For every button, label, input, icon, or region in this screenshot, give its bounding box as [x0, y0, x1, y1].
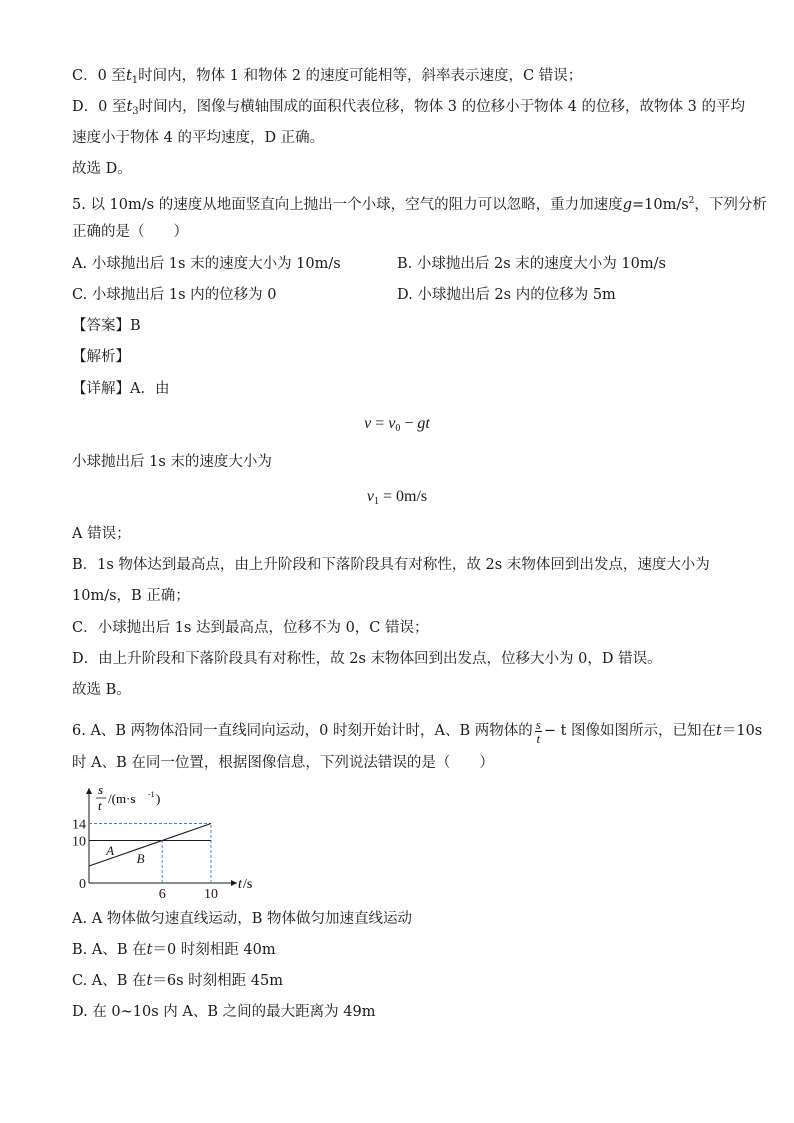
q5-answer: 【答案】B [72, 318, 141, 334]
q5-text-1: 小球抛出后 1s 末的速度大小为 [72, 454, 272, 470]
q6-stem-fraction: $\frac{s}{t}$ [535, 716, 541, 746]
q5-formula-1: $v = v_0$ − gt [364, 415, 430, 434]
st-graph [72, 782, 282, 902]
x-tick-label-6: 6 [158, 887, 166, 902]
prev-conclusion: 故选 D。 [72, 161, 132, 177]
x-tick-label-10: 10 [204, 887, 218, 902]
q5-option-b: B. 小球抛出后 2s 末的速度大小为 10m/s [397, 256, 666, 272]
y-label-close: ) [156, 791, 161, 806]
q5-option-a: A. 小球抛出后 1s 末的速度大小为 10m/s [72, 256, 341, 272]
q5-text-3: B．1s 物体达到最高点，由上升阶段和下落阶段具有对称性，故 2s 末物体回到出发点，速度大小为 [72, 557, 710, 573]
q6-stem-cont: 时 A、B 在同一位置，根据图像信息，下列说法错误的是（ ） [72, 755, 494, 771]
q5-stem-cont: 正确的是（ ） [72, 224, 188, 240]
series-label-B: B [136, 851, 145, 867]
q6-option-c: C. A、B 在t＝6s 时刻相距 45m [72, 973, 283, 989]
q6-option-d: D. 在 0~10s 内 A、B 之间的最大距离为 49m [72, 1004, 376, 1020]
q5-option-d: D. 小球抛出后 2s 内的位移为 5m [397, 287, 616, 303]
y-label-num: s [98, 782, 104, 797]
q5-text-5: C．小球抛出后 1s 达到最高点，位移不为 0，C 错误； [72, 620, 429, 636]
q5-option-c: C. 小球抛出后 1s 内的位移为 0 [72, 287, 277, 303]
q5-detail: 【详解】A．由 [72, 381, 170, 397]
prev-option-c-analysis: C．0 至$t_1$时间内，物体 1 和物体 2 的速度可能相等，斜率表示速度，C 错误； [72, 68, 583, 86]
q5-text-6: D．由上升阶段和下落阶段具有对称性，故 2s 末物体回到出发点，位移大小为 0，D 错误。 [72, 651, 662, 667]
q5-analysis-label: 【解析】 [72, 349, 130, 365]
q6-stem: 6. A、B 两物体沿同一直线同向运动，0 时刻开始计时，A、B 两物体的 $\frac{s}{t}$ − t 图像如图所示，已知在t＝10s [72, 716, 763, 746]
q6-option-b: B. A、B 在t＝0 时刻相距 40m [72, 942, 276, 958]
y-label-den: t [98, 798, 102, 813]
q6-option-a: A. A 物体做匀速直线运动，B 物体做匀加速直线运动 [72, 911, 413, 927]
prev-option-d-analysis-cont: 速度小于物体 4 的平均速度，D 正确。 [72, 130, 325, 146]
y-label-unit: /(m·s [108, 791, 136, 806]
q5-text-2: A 错误； [72, 526, 131, 542]
prev-option-d-analysis: D．0 至$t_3$时间内，图像与横轴围成的面积代表位移，物体 3 的位移小于物体 4 的位移，故物体 3 的平均 [72, 99, 745, 117]
x-label-unit: /s [243, 877, 253, 892]
y-label-sup: -1 [148, 790, 155, 799]
y-tick-label-0: 0 [79, 877, 86, 892]
q5-formula-2: $v_1 = 0m/s$ [366, 488, 428, 507]
q5-text-7: 故选 B。 [72, 682, 131, 698]
q5-stem: 5. 以 10m/s 的速度从地面竖直向上抛出一个小球，空气的阻力可以忽略，重力加速度$g=10m/s^2$，下列分析 [72, 196, 767, 213]
series-label-A: A [106, 842, 115, 858]
x-label-t: t [238, 877, 242, 892]
y-tick-label-14: 14 [72, 817, 86, 833]
y-tick-label-10: 10 [72, 834, 86, 850]
q5-text-4: 10m/s，B 正确； [72, 588, 190, 604]
